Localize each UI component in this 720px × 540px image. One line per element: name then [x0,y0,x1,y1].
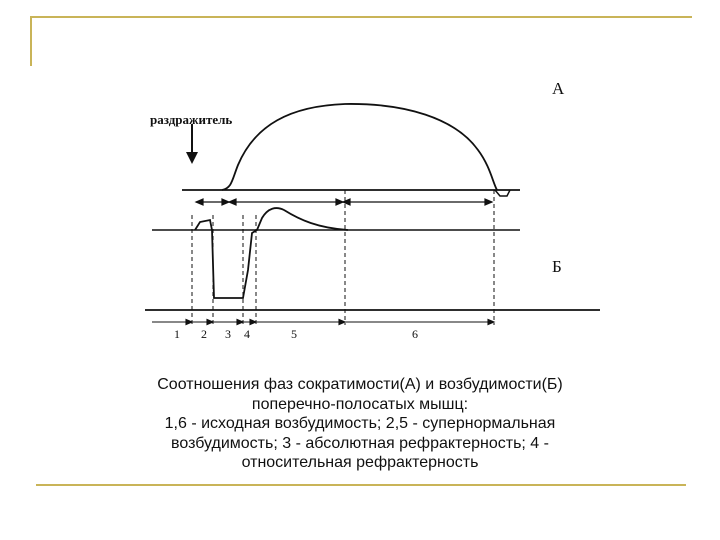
contraction-phase-arrows [196,199,492,205]
caption-line: поперечно-полосатых мышц: [251,395,469,413]
caption-line: возбудимость; 3 - абсолютная рефрактерность; 4 - [171,434,549,452]
panel-b-label: Б [552,257,562,276]
contraction-curve [222,104,497,190]
phase-divider-lines [192,190,494,325]
decorative-divider-bottom [36,484,686,486]
figure-caption [120,375,600,473]
stimulus-label: раздражитель [150,112,233,127]
phase-label-4: 4 [244,327,250,341]
phase-label-5: 5 [291,327,297,341]
caption-line: относительная рефрактерность [241,454,479,471]
phase-label-1: 1 [174,327,180,341]
panel-a-label: А [552,79,565,98]
excitability-phase-arrows [152,320,494,325]
phase-label-3: 3 [225,327,231,341]
excitability-curve [195,208,348,298]
phase-label-2: 2 [201,327,207,341]
caption-line: Соотношения фаз сократимости(А) и возбудимости(Б) [157,376,563,393]
phase-label-6: 6 [412,327,418,341]
caption-line: 1,6 - исходная возбудимость; 2,5 - супернормальная [164,415,556,432]
stimulus-arrow [186,124,198,164]
